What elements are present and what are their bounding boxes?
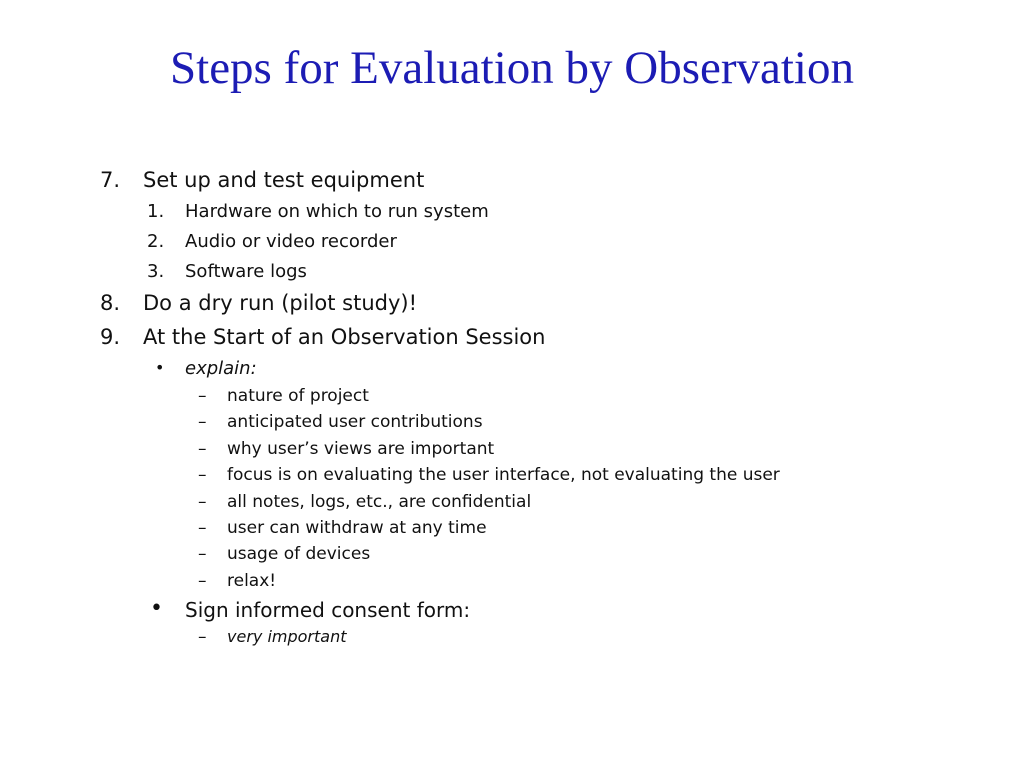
bullet-marker: • bbox=[150, 596, 163, 621]
dash-marker: – bbox=[198, 571, 207, 591]
sublist-marker: 2. bbox=[147, 231, 165, 252]
sublist-item-recorder: Audio or video recorder bbox=[185, 231, 397, 252]
consent-item-important: very important bbox=[227, 627, 347, 646]
explain-item-relax: relax! bbox=[227, 571, 277, 591]
explain-item-nature: nature of project bbox=[227, 386, 369, 406]
explain-item-devices: usage of devices bbox=[227, 544, 371, 564]
dash-marker: – bbox=[198, 627, 207, 647]
list-marker: 9. bbox=[100, 325, 121, 349]
dash-marker: – bbox=[198, 439, 207, 459]
dash-marker: – bbox=[198, 386, 207, 406]
bullet-explain: explain: bbox=[185, 358, 257, 379]
explain-item-views: why user’s views are important bbox=[227, 439, 495, 459]
sublist-item-software-logs: Software logs bbox=[185, 261, 307, 282]
list-marker: 8. bbox=[100, 291, 121, 315]
dash-marker: – bbox=[198, 544, 207, 564]
list-item-start-session: At the Start of an Observation Session bbox=[143, 325, 546, 349]
dash-marker: – bbox=[198, 492, 207, 512]
slide-title: Steps for Evaluation by Observation bbox=[170, 42, 854, 94]
explain-item-focus: focus is on evaluating the user interface, not evaluating the user bbox=[227, 465, 780, 485]
bullet-marker: • bbox=[155, 358, 165, 377]
dash-marker: – bbox=[198, 465, 207, 485]
list-item-equipment: Set up and test equipment bbox=[143, 168, 425, 192]
sublist-marker: 1. bbox=[147, 201, 165, 222]
explain-item-contributions: anticipated user contributions bbox=[227, 412, 483, 432]
dash-marker: – bbox=[198, 518, 207, 538]
sublist-item-hardware: Hardware on which to run system bbox=[185, 201, 489, 222]
bullet-consent-form: Sign informed consent form: bbox=[185, 598, 471, 622]
list-item-dry-run: Do a dry run (pilot study)! bbox=[143, 291, 418, 315]
list-marker: 7. bbox=[100, 168, 121, 192]
explain-item-withdraw: user can withdraw at any time bbox=[227, 518, 487, 538]
explain-item-confidential: all notes, logs, etc., are confidential bbox=[227, 492, 532, 512]
dash-marker: – bbox=[198, 412, 207, 432]
sublist-marker: 3. bbox=[147, 261, 165, 282]
